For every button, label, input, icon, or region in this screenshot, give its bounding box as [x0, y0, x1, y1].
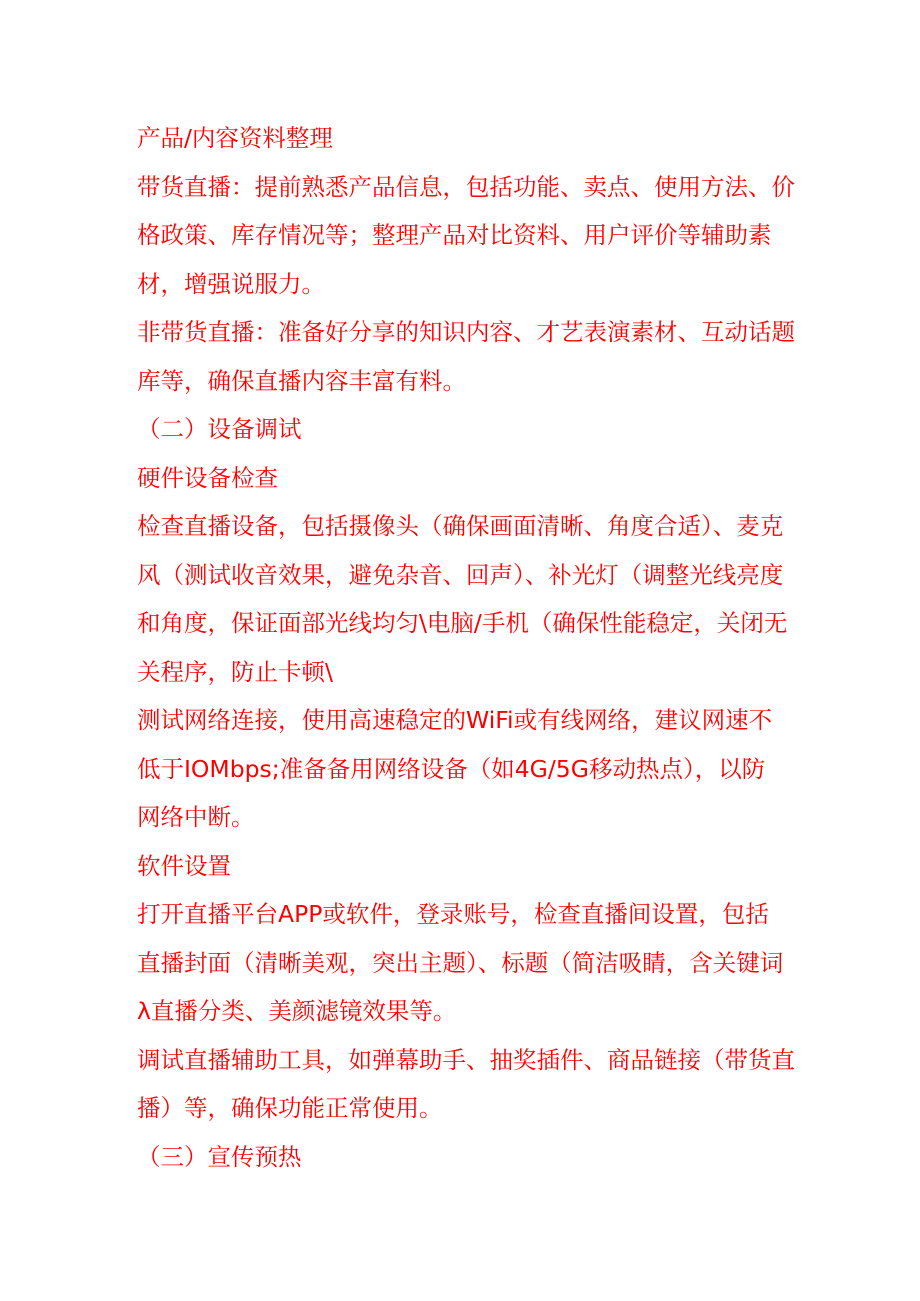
paragraph-line: 库等，确保直播内容丰富有料。: [137, 366, 466, 395]
subheading-hardware-check: 硬件设备检查: [137, 463, 278, 492]
paragraph-line: 低于IOMbps;准备备用网络设备（如4G/5G移动热点），以防: [137, 754, 766, 783]
paragraph-line: 网络中断。: [137, 803, 255, 831]
paragraph-line: 播）等，确保功能正常使用。: [137, 1094, 443, 1122]
paragraph-line: 调试直播辅助工具，如弹幕助手、抽奖插件、商品链接（带货直: [137, 1045, 795, 1074]
paragraph-line: 和角度，保证面部光线均匀\电脑/手机（确保性能稳定，关闭无: [137, 609, 788, 637]
paragraph-line: 检查直播设备，包括摄像头（确保画面清晰、角度合适）、麦克: [137, 512, 784, 540]
subheading-software-settings: 软件设置: [137, 851, 231, 880]
document-body: [137, 114, 797, 1181]
paragraph-line: 材，增强说服力。: [137, 269, 325, 298]
paragraph-line: 测试网络连接，使用高速稳定的WiFi或有线网络，建议网速不: [137, 706, 773, 734]
paragraph-line: 直播封面（清晰美观，突出主题）、标题（简洁吸睛，含关键词: [137, 948, 784, 977]
paragraph-line: 非带货直播：准备好分享的知识内容、才艺表演素材、互动话题: [137, 318, 795, 346]
paragraph-line: λ直播分类、美颜滤镜效果等。: [137, 997, 457, 1025]
section-heading-device-debug: （二）设备调试: [137, 415, 302, 443]
paragraph-line: 格政策、库存情况等；整理产品对比资料、用户评价等辅助素: [137, 221, 772, 249]
section-heading-product-material: 产品/内容资料整理: [137, 124, 333, 152]
paragraph-line: 打开直播平台APP或软件，登录账号，检查直播间设置，包括: [137, 900, 769, 928]
section-heading-promotion: （三）宣传预热: [137, 1142, 302, 1171]
paragraph-line: 带货直播：提前熟悉产品信息，包括功能、卖点、使用方法、价: [137, 172, 795, 201]
paragraph-line: 关程序，防止卡顿\: [137, 657, 333, 686]
paragraph-line: 风（测试收音效果，避免杂音、回声）、补光灯（调整光线亮度: [137, 560, 784, 589]
